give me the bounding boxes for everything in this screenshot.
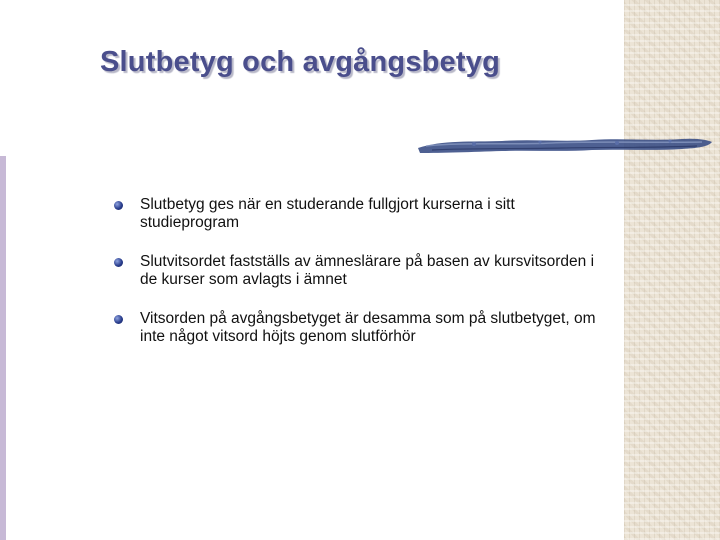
bullet-dot-icon	[114, 258, 123, 267]
bullet-text: Vitsorden på avgångsbetyget är desamma som på slutbetyget, om inte något vitsord höjts genom slutförhör	[140, 310, 596, 345]
bullet-item	[112, 310, 612, 346]
bullet-item	[112, 253, 612, 289]
left-accent-bar	[0, 156, 6, 540]
bullet-dot-icon	[114, 315, 123, 324]
bullet-dot-icon	[114, 201, 123, 210]
bullet-text: Slutbetyg ges när en studerande fullgjort kurserna i sitt studieprogram	[140, 196, 515, 231]
bullet-item	[112, 196, 612, 232]
bullet-text: Slutvitsordet fastställs av ämneslärare på basen av kursvitsorden i de kurser som avlagts i ämnet	[140, 253, 595, 288]
bullet-list	[112, 196, 612, 367]
slide-title: Slutbetyg och avgångsbetyg	[100, 46, 500, 78]
brush-stroke-decoration	[412, 130, 716, 160]
background-texture-strip	[624, 0, 720, 540]
